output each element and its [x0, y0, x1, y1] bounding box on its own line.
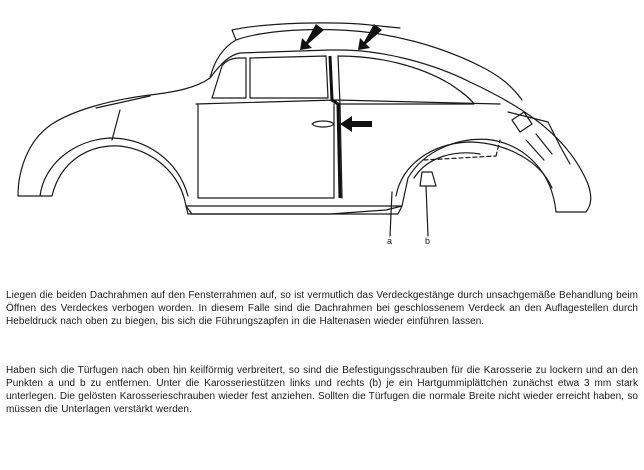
paragraph-roof-frames: Liegen die beiden Dachrahmen auf den Fensterrahmen auf, so ist vermutlich das Verdeckgestänge durch unsachgemäße Behandlung beim Öffnen des Verdeckes verbogen worden. In diesem Falle sind die Dachrahmen bei geschlossenem Verdeck an den Auflagestellen durch Hebeldruck nach oben zu biegen, bis sich die Führungszapfen in die Haltenasen wieder einführen lassen. [6, 290, 638, 328]
arrow-down-left-1 [300, 24, 324, 50]
label-point-a: a [387, 236, 393, 246]
paragraph-door-gaps: Haben sich die Türfugen nach oben hin keilförmig verbreitert, so sind die Befestigungsschrauben für die Karosserie zu lockern und an den Punkten a und b zu entfernen. Unter die Karosseriestützen links und rechts (b) je ein Hartgummiplättchen zunächst etwa 3 mm stark unterlegen. Die gelösten Karosserieschrauben wieder fest anziehen. Sollten die Türfugen die normale Breite nicht wieder erreicht haben, so müssen die Unterlagen verstärkt werden. [6, 365, 638, 416]
arrow-down-left-2 [358, 24, 382, 50]
car-body-outline [18, 23, 591, 236]
arrow-left [340, 116, 372, 132]
label-point-b: b [425, 236, 431, 246]
arrows [300, 24, 382, 132]
